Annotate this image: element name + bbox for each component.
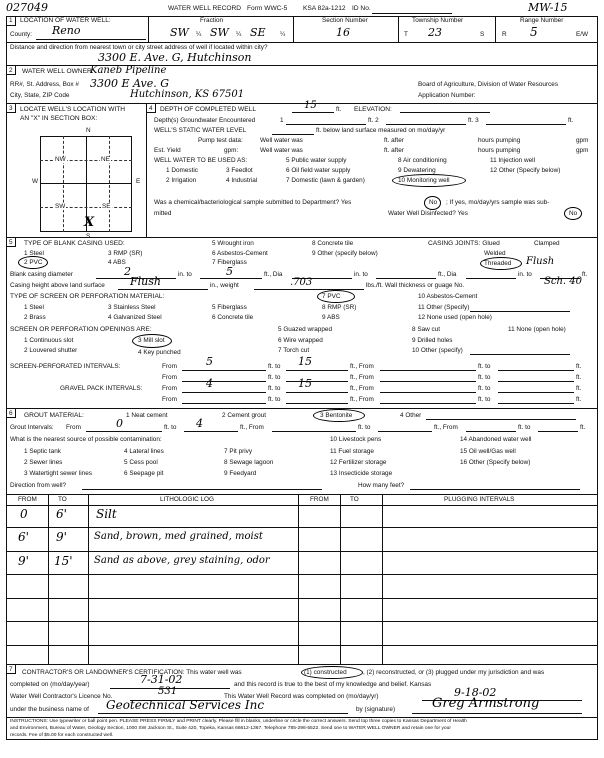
- se-label: SE: [102, 203, 111, 210]
- county-label: County:: [10, 31, 33, 38]
- screen-abs[interactable]: 9 ABS: [322, 314, 340, 321]
- range-prefix: R: [502, 31, 507, 38]
- static-level-tail: ft. below land surface measured on mo/day/yr: [316, 127, 446, 134]
- depth-label: DEPTH OF COMPLETED WELL: [160, 106, 256, 113]
- screen-galvanized[interactable]: 4 Galvanized Steel: [108, 314, 162, 321]
- in-weight: in., weight: [210, 282, 239, 289]
- quarter-mark: ¼: [196, 31, 202, 38]
- grout-ft-to-2: ft. to: [358, 424, 371, 431]
- perf-to-value: 15: [298, 355, 312, 368]
- contam-lateral[interactable]: 4 Lateral lines: [124, 448, 164, 455]
- gravel-from-label: From: [162, 385, 177, 392]
- static-level-label: WELL'S STATIC WATER LEVEL: [154, 127, 247, 134]
- address-label: RR#, St. Address, Box #: [10, 81, 79, 88]
- section-1-number: 1: [9, 17, 13, 24]
- openings-label: SCREEN OR PERFORATION OPENINGS ARE:: [10, 326, 152, 333]
- hours-pumping-2: hours pumping: [478, 147, 521, 154]
- constructed-circle: [301, 666, 363, 679]
- casing-pvc[interactable]: 2 PVC: [24, 259, 43, 266]
- grout-ft-from-2: ft., From: [434, 424, 458, 431]
- contam-sewage-lagoon[interactable]: 8 Sewage lagoon: [224, 459, 274, 466]
- casing-other[interactable]: 9 Other (specify below): [312, 250, 378, 257]
- contam-cess-pool[interactable]: 5 Cess pool: [124, 459, 158, 466]
- opening-guazed[interactable]: 5 Guazed wrapped: [278, 326, 333, 333]
- grout-intervals-label: Grout Intervals:: [10, 424, 54, 431]
- ft-from-4: ft., From: [350, 396, 374, 403]
- casing-weight-value: .703: [290, 277, 313, 288]
- use-feedlot[interactable]: 3 Feedlot: [226, 167, 253, 174]
- section-number-label: Section Number: [322, 17, 368, 24]
- fraction-label: Fraction: [200, 17, 224, 24]
- grout-neat-cement[interactable]: 1 Neat cement: [126, 412, 168, 419]
- use-dewatering[interactable]: 9 Dewatering: [398, 167, 436, 174]
- ft-to-2: ft. to: [478, 363, 491, 370]
- application-label: Application Number:: [418, 92, 476, 99]
- log-to-header: TO: [58, 496, 67, 503]
- monitoring-well-id: MW-15: [528, 1, 568, 14]
- fraction-3: SE: [250, 26, 266, 39]
- casing-abs[interactable]: 4 ABS: [108, 259, 126, 266]
- casing-asbestos[interactable]: 6 Asbestos-Cement: [212, 250, 268, 257]
- contam-livestock[interactable]: 10 Livestock pens: [330, 436, 382, 443]
- log-row-1-from: 0: [20, 507, 28, 521]
- casing-wrought-iron[interactable]: 5 Wrought iron: [212, 240, 254, 247]
- completed-date: 7-31-02: [140, 673, 183, 686]
- gravel-to-value: 15: [298, 377, 312, 390]
- township-suffix: S: [480, 31, 485, 38]
- screen-none[interactable]: 12 None used (open hole): [418, 314, 492, 321]
- plug-from-header: FROM: [310, 496, 329, 503]
- opening-saw-cut[interactable]: 8 Saw cut: [412, 326, 441, 333]
- instructions-line-3: records. Fee of $5.00 for each constructed well.: [10, 733, 114, 738]
- use-irrigation[interactable]: 2 Irrigation: [166, 177, 197, 184]
- casing-joints-label: CASING JOINTS: Glued: [428, 240, 500, 247]
- screen-pvc[interactable]: 7 PVC: [322, 293, 341, 300]
- grout-ft-to: ft. to: [164, 424, 177, 431]
- in-to: in. to: [178, 271, 192, 278]
- screen-asbestos[interactable]: 10 Asbestos-Cement: [418, 293, 478, 300]
- owner-city: Hutchinson, KS 67501: [130, 89, 245, 100]
- screen-other[interactable]: 11 Other (Specify): [418, 304, 470, 311]
- casing-height-value: Flush: [130, 275, 161, 288]
- monitoring-well-circle: [392, 174, 466, 187]
- locate-title: LOCATE WELL'S LOCATION WITH: [20, 106, 126, 113]
- screen-rmp[interactable]: 8 RMP (SR): [322, 304, 357, 311]
- gpm-well: gpm:: [224, 147, 239, 154]
- distance-value: 3300 E. Ave. G, Hutchinson: [98, 51, 252, 64]
- groundwater-label: Depth(s) Groundwater Encountered: [154, 117, 256, 124]
- mitted-label: mitted: [154, 210, 172, 217]
- contam-insecticide[interactable]: 13 Insecticide storage: [330, 470, 393, 477]
- opening-drilled[interactable]: 9 Drilled holes: [412, 337, 453, 344]
- grout-other[interactable]: 4 Other: [400, 412, 422, 419]
- log-row-line: [6, 574, 598, 575]
- contam-oil-gas[interactable]: 15 Oil well/Gas well: [460, 448, 516, 455]
- cert-line-1a: CONTRACTOR'S OR LANDOWNER'S CERTIFICATION: This water well was: [22, 669, 242, 676]
- township-label: Township Number: [412, 17, 464, 24]
- ft-to-5: ft. to: [268, 385, 281, 392]
- city-label: City, State, ZIP Code: [10, 92, 70, 99]
- log-row-3-from: 9': [18, 554, 29, 568]
- ft: ft.: [576, 363, 582, 370]
- ft-to: ft. to: [268, 363, 281, 370]
- casing-steel[interactable]: 1 Steel: [24, 250, 44, 257]
- form-title: WATER WELL RECORD: [168, 5, 242, 12]
- est-yield-label: Est. Yield: [154, 147, 181, 154]
- business-name: Geotechnical Services Inc: [106, 698, 265, 712]
- disinfected-no[interactable]: No: [569, 210, 578, 217]
- grout-cement[interactable]: 2 Cement grout: [222, 412, 267, 419]
- range-value: 5: [530, 25, 538, 39]
- use-injection-well[interactable]: 11 Injection well: [490, 157, 535, 164]
- gw-ft1: ft. 2: [368, 117, 379, 124]
- cert-line-4a: under the business name of: [10, 706, 89, 713]
- township-value: 23: [428, 26, 442, 39]
- casing-height-label: Casing height above land surface: [10, 282, 105, 289]
- plug-to-header: TO: [350, 496, 359, 503]
- casing-diameter-value: 2: [124, 265, 131, 278]
- grout-label: GROUT MATERIAL:: [24, 412, 84, 419]
- fraction-2: SW: [210, 26, 229, 39]
- contam-seepage[interactable]: 6 Seepage pit: [124, 470, 164, 477]
- ft-after-2: ft. after: [384, 147, 404, 154]
- log-row-line: [6, 598, 598, 599]
- form-number: Form WWC-5: [247, 5, 288, 12]
- contam-feedyard[interactable]: 9 Feedyard: [224, 470, 257, 477]
- screen-concrete[interactable]: 6 Concrete tile: [212, 314, 254, 321]
- ft-dia: ft., Dia: [264, 271, 283, 278]
- ft-4: ft.: [576, 396, 582, 403]
- use-monitoring-well[interactable]: 10 Monitoring well: [398, 177, 450, 184]
- joint-clamped[interactable]: Clamped: [534, 240, 560, 247]
- ne-label: NE: [101, 156, 110, 163]
- grout-ft: ft.: [580, 424, 586, 431]
- sample-tail: ; If yes, mo/day/yrs sample was sub-: [446, 199, 550, 206]
- opening-torch-cut[interactable]: 7 Torch cut: [278, 347, 310, 354]
- owner-label: WATER WELL OWNER:: [22, 68, 94, 75]
- log-row-1-to: 6': [56, 507, 67, 521]
- ft-2: ft.: [576, 374, 582, 381]
- lithologic-log-header: LITHOLOGIC LOG: [160, 496, 214, 503]
- gw-ft2: ft. 3: [468, 117, 479, 124]
- use-industrial[interactable]: 4 Industrial: [226, 177, 258, 184]
- section-3-number: 3: [9, 105, 13, 112]
- owner-address: 3300 E Ave. G: [90, 77, 170, 90]
- north-label: N: [86, 127, 91, 134]
- well-location-mark: X: [84, 215, 95, 230]
- log-row-line: [6, 551, 598, 552]
- section-number-value: 16: [336, 26, 350, 39]
- opening-continuous[interactable]: 1 Continuous slot: [24, 337, 74, 344]
- contam-fertilizer[interactable]: 12 Fertilizer storage: [330, 459, 387, 466]
- cert-line-2a: completed on (mo/day/year): [10, 681, 90, 688]
- casing-to-depth: 5: [226, 265, 233, 278]
- nw-label: NW: [55, 156, 66, 163]
- gw-ft3: ft.: [568, 117, 574, 124]
- quarter-mark: ¼: [280, 31, 286, 38]
- section-6-number: 6: [9, 410, 13, 417]
- sample-question: Was a chemical/bacteriological sample submitted to Department? Yes: [154, 199, 352, 206]
- ft-from-2: ft., From: [350, 374, 374, 381]
- log-row-line: [6, 527, 598, 528]
- sample-no[interactable]: No: [429, 199, 438, 206]
- in-to-3: in. to: [518, 271, 532, 278]
- gpm: gpm: [576, 137, 589, 144]
- range-label: Range Number: [520, 17, 564, 24]
- in-to-2: in. to: [354, 271, 368, 278]
- gravel-from-label-2: From: [162, 396, 177, 403]
- grout-ft-from: ft., From: [240, 424, 264, 431]
- cert-line-1b: , (2) reconstructed, or (3) plugged under my jurisdiction and was: [363, 669, 545, 676]
- document-number: 027049: [6, 1, 48, 14]
- casing-fiberglass[interactable]: 7 Fiberglass: [212, 259, 247, 266]
- screen-brass[interactable]: 2 Brass: [24, 314, 46, 321]
- log-row-2-from: 6': [18, 530, 29, 544]
- screen-pvc-circle: [317, 290, 355, 303]
- contam-fuel[interactable]: 11 Fuel storage: [330, 448, 374, 455]
- township-prefix: T: [404, 31, 408, 38]
- plugging-intervals-header: PLUGGING INTERVALS: [444, 496, 515, 503]
- use-public-water[interactable]: 5 Public water supply: [286, 157, 347, 164]
- ft-end: ft.: [582, 271, 588, 278]
- ft-to-3: ft. to: [268, 374, 281, 381]
- casing-rmp[interactable]: 3 RMP (SR): [108, 250, 143, 257]
- ft-after: ft. after: [384, 137, 404, 144]
- gravel-label: GRAVEL PACK INTERVALS:: [60, 385, 143, 392]
- use-label: WELL WATER TO BE USED AS:: [154, 157, 248, 164]
- use-domestic[interactable]: 1 Domestic: [166, 167, 198, 174]
- log-row-2-to: 9': [56, 530, 67, 544]
- depth-value: 15: [304, 100, 317, 111]
- section-7-number: 7: [9, 666, 13, 673]
- range-suffix: E/W: [576, 31, 589, 38]
- owner-name: Kaneb Pipeline: [90, 65, 167, 76]
- casing-diameter-label: Blank casing diameter: [10, 271, 73, 278]
- bentonite-circle: [313, 409, 365, 422]
- log-row-3-desc: Sand as above, grey staining, odor: [94, 555, 270, 566]
- opening-other[interactable]: 10 Other (specify): [412, 347, 463, 354]
- location-title: LOCATION OF WATER WELL:: [20, 17, 111, 24]
- ft-dia-2: ft., Dia: [438, 271, 457, 278]
- section-2-number: 2: [9, 67, 13, 74]
- well-water-was-2: Well water was: [260, 147, 303, 154]
- mill-slot-circle: [132, 334, 172, 348]
- opening-wire-wrapped[interactable]: 6 Wire wrapped: [278, 337, 323, 344]
- log-row-line: [6, 645, 598, 646]
- grout-to-value: 4: [196, 417, 203, 430]
- cert-line-3a: Water Well Contractor's Licence No.: [10, 693, 113, 700]
- instructions-line-1: INSTRUCTIONS: Use typewriter or ball point pen. PLEASE PRESS FIRMLY and PRINT clearly. Please fill in blanks, underline or circle the correct answers. Send top three copies to Kansas Department of Health: [10, 719, 467, 724]
- ft-to-4: ft. to: [478, 374, 491, 381]
- use-domestic-lawn[interactable]: 7 Domestic (lawn & garden): [286, 177, 365, 184]
- east-label: E: [136, 178, 141, 185]
- cert-line-4b: by (signature): [356, 706, 396, 713]
- ft-to-8: ft. to: [478, 396, 491, 403]
- log-from-header: FROM: [18, 496, 37, 503]
- instructions-line-2: and Environment, Bureau of Water, Geology Section, 1000 SW Jackson St., Suite 420, Topeka, Kansas 66612-1367. Telephone 785-296-5522. Send one to WATER WELL OWNER and retain one for your: [10, 726, 451, 731]
- casing-concrete-tile[interactable]: 8 Concrete tile: [312, 240, 354, 247]
- gw-1: 1: [280, 117, 284, 124]
- perf-from-value: 5: [206, 355, 213, 368]
- opening-none[interactable]: 11 None (open hole): [508, 326, 566, 333]
- grout-ft-to-3: ft. to: [518, 424, 531, 431]
- section-5-number: 5: [9, 239, 13, 246]
- board-label: Board of Agriculture, Division of Water Resources: [418, 81, 559, 88]
- contam-septic[interactable]: 1 Septic tank: [24, 448, 61, 455]
- fraction-1: SW: [170, 26, 189, 39]
- joint-threaded[interactable]: Threaded: [484, 260, 512, 267]
- distance-label: Distance and direction from nearest town or city street address of well if located within city?: [10, 44, 268, 51]
- opening-louvered[interactable]: 2 Louvered shutter: [24, 347, 78, 354]
- county-value: Reno: [52, 24, 81, 37]
- screen-type-label: TYPE OF SCREEN OR PERFORATION MATERIAL:: [10, 293, 165, 300]
- log-row-1-desc: Silt: [96, 507, 117, 521]
- licence-number: 531: [158, 686, 178, 697]
- direction-label: Direction from well?: [10, 482, 67, 489]
- id-label: ID No.: [352, 5, 371, 12]
- screen-stainless[interactable]: 3 Stainless Steel: [108, 304, 156, 311]
- gauge-value: Sch. 40: [544, 276, 582, 287]
- joint-flush: Flush: [526, 256, 555, 267]
- contam-abandoned[interactable]: 14 Abandoned water well: [460, 436, 532, 443]
- disinfected-no-circle: [564, 207, 582, 220]
- perf-from-label-2: From: [162, 374, 177, 381]
- sw-label: SW: [55, 203, 66, 210]
- contam-watertight[interactable]: 3 Watertight sewer lines: [24, 470, 92, 477]
- joint-welded[interactable]: Welded: [484, 250, 506, 257]
- signature: Greg Armstrong: [432, 696, 540, 711]
- ft-to-6: ft. to: [478, 385, 491, 392]
- log-row-3-to: 15': [54, 554, 73, 568]
- perf-intervals-label: SCREEN-PERFORATED INTERVALS:: [10, 363, 121, 370]
- log-row-2-desc: Sand, brown, med grained, moist: [94, 531, 263, 542]
- grout-from-value: 0: [116, 417, 123, 430]
- ft-3: ft.: [576, 385, 582, 392]
- use-air-conditioning[interactable]: 8 Air conditioning: [398, 157, 447, 164]
- grout-from-label: From: [66, 424, 81, 431]
- quarter-mark: ¼: [236, 31, 242, 38]
- ksa-reference: KSA 82a-1212: [303, 5, 346, 12]
- sample-no-circle: [424, 196, 441, 210]
- casing-type-label: TYPE OF BLANK CASING USED:: [24, 240, 125, 247]
- hours-pumping: hours pumping: [478, 137, 521, 144]
- cert-constructed[interactable]: (1) constructed: [304, 669, 347, 676]
- locate-subtitle: AN "X" IN SECTION BOX:: [20, 115, 98, 122]
- contam-other[interactable]: 16 Other (Specify below): [460, 459, 531, 466]
- cert-line-3b: This Water Well Record was completed on (mo/day/yr): [224, 693, 379, 700]
- disinfected-question: Water Well Disinfected? Yes: [388, 210, 468, 217]
- ft-from: ft., From: [350, 363, 374, 370]
- gpm-2: gpm: [576, 147, 589, 154]
- casing-pvc-circle: [18, 256, 48, 269]
- threaded-circle: [480, 257, 522, 270]
- contam-pit-privy[interactable]: 7 Pit privy: [224, 448, 253, 455]
- section-4-number: 4: [149, 105, 153, 112]
- ft-from-3: ft., From: [350, 385, 374, 392]
- contam-sewer[interactable]: 2 Sewer lines: [24, 459, 63, 466]
- log-row-line: [6, 621, 598, 622]
- elevation-label: ELEVATION:: [354, 106, 392, 113]
- ft-to-7: ft. to: [268, 396, 281, 403]
- well-water-was: Well water was: [260, 137, 303, 144]
- use-other[interactable]: 12 Other (Specify below): [490, 167, 561, 174]
- how-many-feet-label: How many feet?: [358, 482, 405, 489]
- depth-ft: ft.: [336, 106, 342, 113]
- pump-test-label: Pump test data:: [198, 137, 243, 144]
- wall-thickness-label: lbs./ft. Wall thickness or guage No.: [366, 282, 465, 289]
- opening-key-punched[interactable]: 4 Key punched: [138, 349, 181, 356]
- grout-bentonite[interactable]: 3 Bentonite: [320, 412, 353, 419]
- contamination-question: What is the nearest source of possible contamination:: [10, 436, 162, 443]
- cert-line-2b: and this record is true to the best of my knowledge and belief. Kansas: [234, 681, 432, 688]
- use-oil-field[interactable]: 6 Oil field water supply: [286, 167, 351, 174]
- gravel-from-value: 4: [206, 377, 213, 390]
- screen-steel[interactable]: 1 Steel: [24, 304, 44, 311]
- perf-from-label: From: [162, 363, 177, 370]
- screen-fiberglass[interactable]: 5 Fiberglass: [212, 304, 247, 311]
- opening-mill-slot[interactable]: 3 Mill slot: [138, 337, 165, 344]
- record-date: 9-18-02: [454, 686, 497, 699]
- west-label: W: [32, 178, 39, 185]
